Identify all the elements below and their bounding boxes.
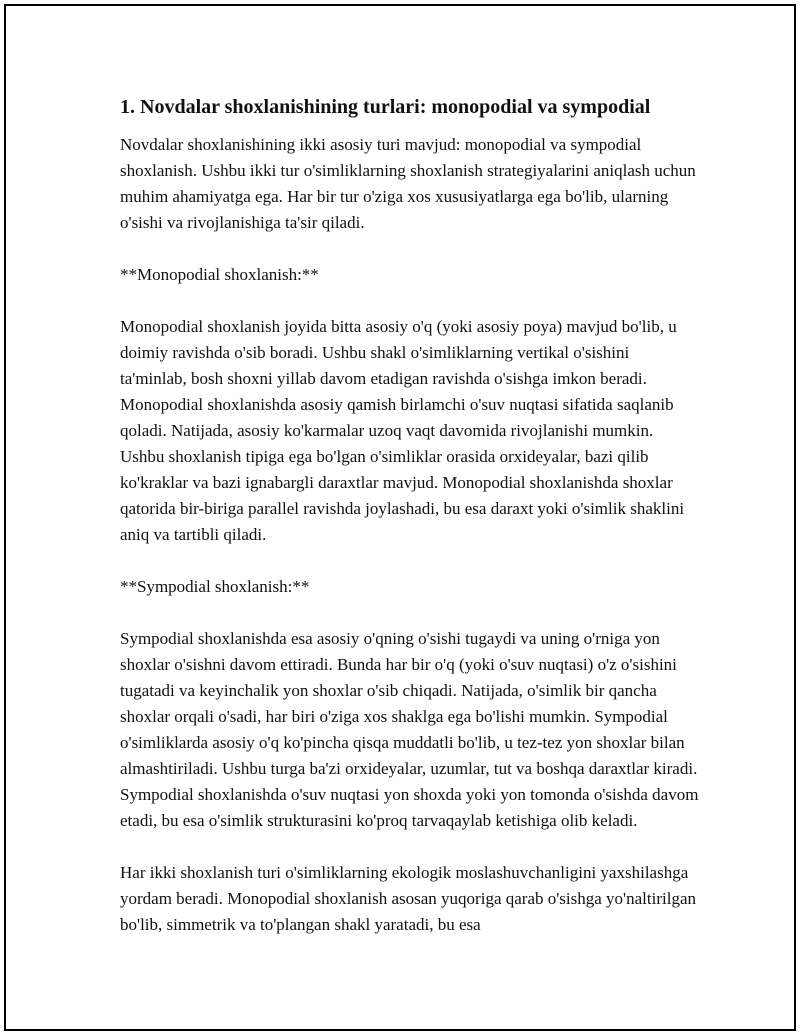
sympodial-paragraph: Sympodial shoxlanishda esa asosiy o'qning o'sishi tugaydi va uning o'rniga yon shoxlar o'sishni davom ettiradi. Bunda har bir o'q (yoki o'suv nuqtasi) o'z o'sishini tugatadi va keyinchalik yon shoxlar o'sib chiqadi. Natijada, o'simlik bir qancha shoxlar orqali o'sadi, har biri o'ziga xos shaklga ega bo'lishi mumkin. Sympodial o'simliklarda asosiy o'q ko'pincha qisqa muddatli bo'lib, u tez-tez yon shoxlar bilan almashtiriladi. Ushbu turga ba'zi orxideyalar, uzumlar, tut va boshqa daraxtlar kiradi. Sympodial shoxlanishda o'suv nuqtasi yon shoxda yoki yon tomonda o'sishda davom etadi, bu esa o'simlik strukturasini ko'proq tarvaqaylab ketishiga olib keladi. (120, 629, 699, 830)
section-heading: 1. Novdalar shoxlanishining turlari: monopodial va sympodial (120, 96, 651, 118)
page-frame (4, 4, 796, 1031)
document-body (120, 94, 700, 938)
monopodial-subheading: **Monopodial shoxlanish:** (120, 265, 319, 284)
intro-paragraph: Novdalar shoxlanishining ikki asosiy turi mavjud: monopodial va sympodial shoxlanish. Ushbu ikki tur o'simliklarning shoxlanish strategiyalarini aniqlash uchun muhim ahamiyatga ega. Har bir tur o'ziga xos xususiyatlarga ega bo'lib, ularning o'sishi va rivojlanishiga ta'sir qiladi. (120, 135, 696, 232)
monopodial-paragraph: Monopodial shoxlanish joyida bitta asosiy o'q (yoki asosiy poya) mavjud bo'lib, u doimiy ravishda o'sib boradi. Ushbu shakl o'simliklarning vertikal o'sishini ta'minlab, bosh shoxni yillab davom etadigan ravishda o'sishga imkon beradi. Monopodial shoxlanishda asosiy qamish birlamchi o'suv nuqtasi sifatida saqlanib qoladi. Natijada, asosiy ko'karmalar uzoq vaqt davomida rivojlanishi mumkin. Ushbu shoxlanish tipiga ega bo'lgan o'simliklar orasida orxideyalar, bazi qilib ko'kraklar va bazi ignabargli daraxtlar mavjud. Monopodial shoxlanishda shoxlar qatorida bir-biriga parallel ravishda joylashadi, bu esa daraxt yoki o'simlik shaklini aniq va tartibli qiladi. (120, 317, 685, 544)
conclusion-paragraph: Har ikki shoxlanish turi o'simliklarning ekologik moslashuvchanligini yaxshilashga yordam beradi. Monopodial shoxlanish asosan yuqoriga qarab o'sishga yo'naltirilgan bo'lib, simmetrik va to'plangan shakl yaratadi, bu esa (120, 863, 696, 934)
sympodial-subheading: **Sympodial shoxlanish:** (120, 577, 310, 596)
